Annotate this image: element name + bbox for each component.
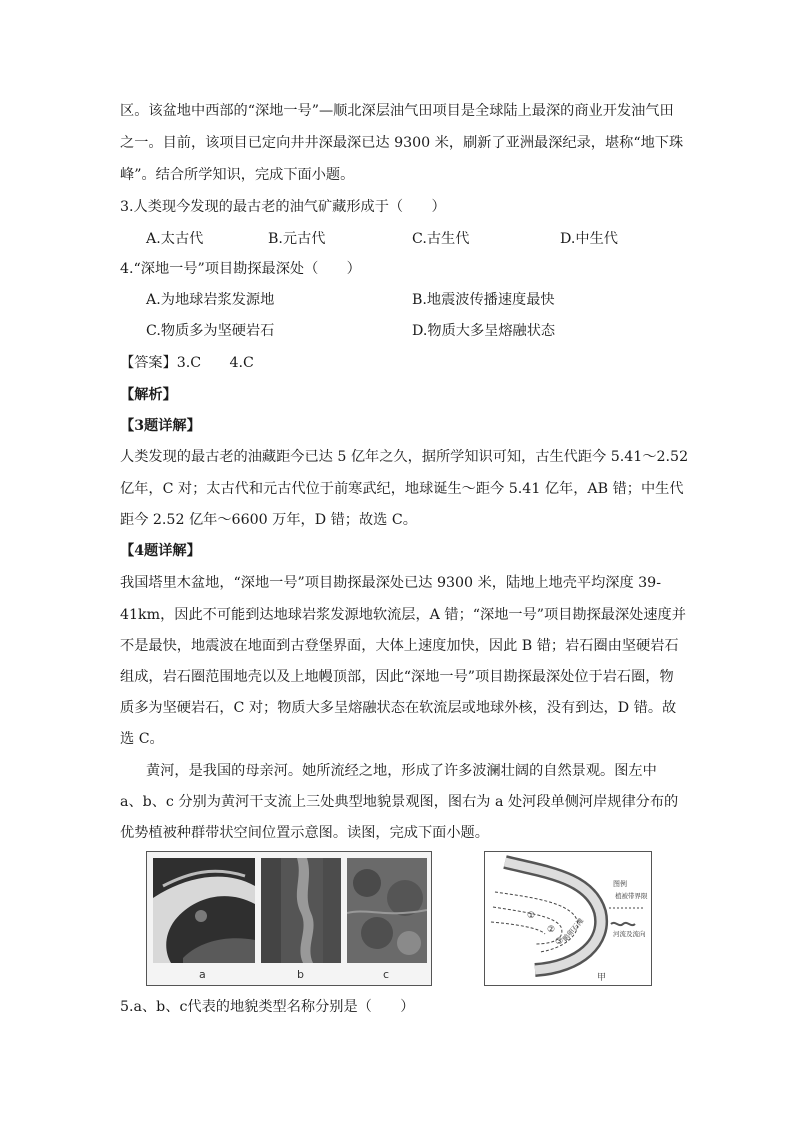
q3-option-d: D.中生代 <box>560 231 618 247</box>
q3-option-b: B.元古代 <box>268 231 326 247</box>
passage-2-line: a、b、c 分别为黄河干支流上三处典型地貌景观图，图右为 a 处河段单侧河岸规律分布的 <box>120 794 679 810</box>
label-jia: 甲 <box>597 973 607 983</box>
q3-option-a: A.太古代 <box>146 231 204 247</box>
answer-line: 【答案】3.C 4.C <box>120 355 254 371</box>
question-5-stem: 5.a、b、c代表的地貌类型名称分别是（ ） <box>120 999 415 1015</box>
caption-a: a <box>199 968 206 981</box>
river-diagram <box>485 852 650 984</box>
label-pebble-beach: 鹅卵石滩 <box>561 916 586 944</box>
detail-4-line: 选 C。 <box>120 731 164 747</box>
legend-item-vegetation: 植被带界限 <box>615 892 648 900</box>
analysis-heading: 【解析】 <box>120 387 177 403</box>
detail-3-heading: 【3题详解】 <box>120 418 201 434</box>
passage-line: 之一。目前，该项目已定向井井深最深已达 9300 米，刷新了亚洲最深纪录，堪称“地下珠 <box>120 135 684 151</box>
passage-line: 区。该盆地中西部的“深地一号”—顺北深层油气田项目是全球陆上最深的商业开发油气田 <box>120 103 674 119</box>
question-4-stem: 4.“深地一号”项目勘探最深处（ ） <box>120 261 361 277</box>
detail-4-line: 我国塔里木盆地，“深地一号”项目勘探最深处已达 9300 米，陆地上地壳平均深度 39- <box>120 575 661 591</box>
caption-b: b <box>297 968 304 981</box>
detail-4-line: 组成，岩石圈范围地壳以及上地幔顶部，因此“深地一号”项目勘探最深处位于岩石圈，物 <box>120 669 674 685</box>
legend-item-river: 河流及流向 <box>613 930 646 938</box>
label-3: ③ <box>555 937 564 947</box>
detail-3-line: 亿年，C 对；太古代和元古代位于前寒武纪，地球诞生～距今 5.41 亿年，AB 错；中生代 <box>120 481 684 497</box>
q4-option-d: D.物质大多呈熔融状态 <box>412 323 556 339</box>
detail-4-line: 41km，因此不可能到达地球岩浆发源地软流层，A 错；“深地一号”项目勘探最深处速度并 <box>120 607 686 623</box>
q4-option-c: C.物质多为坚硬岩石 <box>146 323 275 339</box>
q3-option-c: C.古生代 <box>412 231 470 247</box>
photo-c <box>347 858 427 963</box>
photo-a <box>153 858 255 963</box>
landform-figure <box>146 851 652 986</box>
passage-line: 峰”。结合所学知识，完成下面小题。 <box>120 167 355 183</box>
detail-4-line: 质多为坚硬岩石，C 对；物质大多呈熔融状态在软流层或地球外核，没有到达，D 错。故 <box>120 700 677 716</box>
label-2: ② <box>547 925 556 935</box>
river-diagram-panel <box>484 851 652 986</box>
legend-title: 图例 <box>613 880 627 888</box>
question-3-stem: 3.人类现今发现的最古老的油气矿藏形成于（ ） <box>120 199 446 215</box>
q4-option-a: A.为地球岩浆发源地 <box>146 292 275 308</box>
label-1: ① <box>527 911 536 921</box>
detail-4-heading: 【4题详解】 <box>120 543 201 559</box>
passage-2-line: 优势植被种群带状空间位置示意图。读图，完成下面小题。 <box>120 825 489 841</box>
passage-2-line: 黄河，是我国的母亲河。她所流经之地，形成了许多波澜壮阔的自然景观。图左中 <box>146 763 657 779</box>
detail-3-line: 距今 2.52 亿年～6600 万年，D 错；故选 C。 <box>120 512 417 528</box>
caption-c: c <box>383 968 390 981</box>
photo-b <box>261 858 341 963</box>
photo-panel <box>146 851 432 986</box>
detail-4-line: 不是最快，地震波在地面到古登堡界面，大体上速度加快，因此 B 错；岩石圈由坚硬岩石 <box>120 638 679 654</box>
q4-option-b: B.地震波传播速度最快 <box>412 292 555 308</box>
detail-3-line: 人类发现的最古老的油藏距今已达 5 亿年之久，据所学知识可知，古生代距今 5.41～2.52 <box>120 449 689 465</box>
legend-river-icon <box>611 923 635 925</box>
